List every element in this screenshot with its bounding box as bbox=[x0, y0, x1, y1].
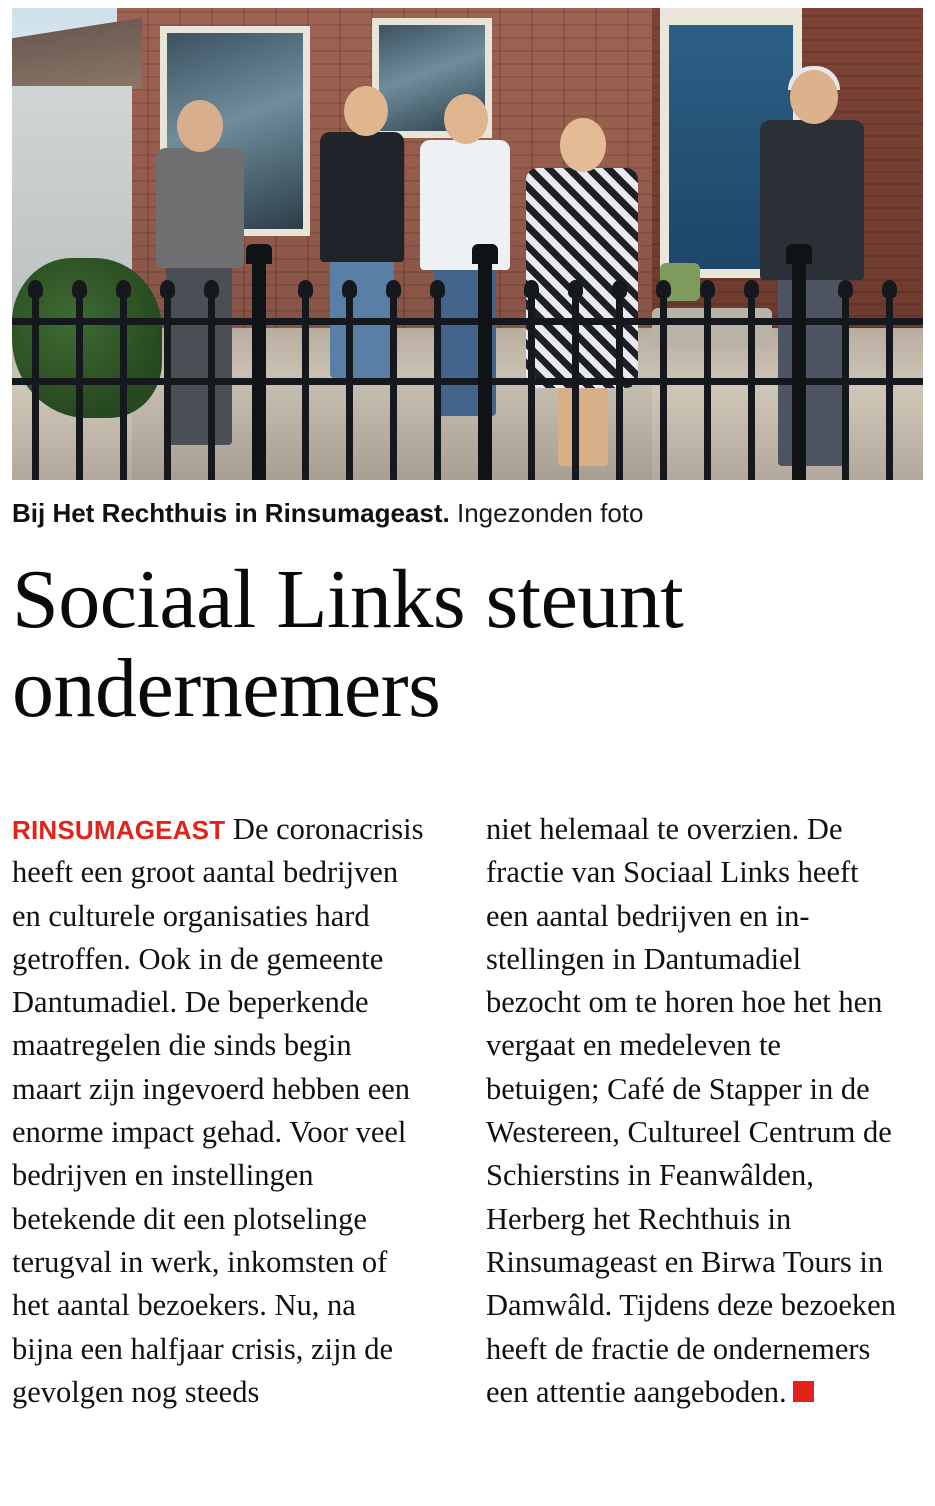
photo-credit: Ingezonden foto bbox=[456, 498, 644, 528]
article-photo bbox=[12, 8, 923, 480]
page-title: Sociaal Links steunt ondernemers bbox=[12, 553, 684, 736]
article-column-left bbox=[12, 808, 424, 1414]
body-text: niet helemaal te overzien. De fractie van Sociaal Links heeft een aantal bedrijven en instellingen in Dantumadiel bezocht om te horen hoe het hen vergaat en medeleven te betuigen; Café de Stapper in de Westereen, Cultureel Centrum de Schierstins in Feanwâlden, Herberg het Rechthuis in Rinsumageast en Birwa Tours in Damwâld. Tijdens deze bezoeken heeft de fractie de ondernemers een attentie aangeboden. bbox=[486, 812, 896, 1409]
end-mark bbox=[793, 1381, 814, 1402]
photo-scene bbox=[12, 8, 923, 480]
body-text: De coronacrisis heeft een groot aantal bedrijven en culturele organisaties hard getroffen. Ook in de gemeente Dantumadiel. De beperkende maatregelen die sinds begin maart zijn ingevoerd hebben een enorme impact gehad. Voor veel bedrijven en instellingen betekende dit een plotselinge terugval in werk, inkomsten of het aantal bezoekers. Nu, na bijna een halfjaar crisis, zijn de gevolgen nog steeds bbox=[12, 812, 424, 1409]
caption-text: Bij Het Rechthuis in Rinsumageast. bbox=[12, 498, 450, 528]
article-body bbox=[12, 808, 923, 1414]
article-page bbox=[0, 8, 935, 1506]
dateline: RINSUMAGEAST bbox=[12, 815, 226, 845]
photo-caption bbox=[12, 498, 923, 529]
iron-fence bbox=[12, 258, 923, 480]
article-column-right bbox=[486, 808, 898, 1414]
